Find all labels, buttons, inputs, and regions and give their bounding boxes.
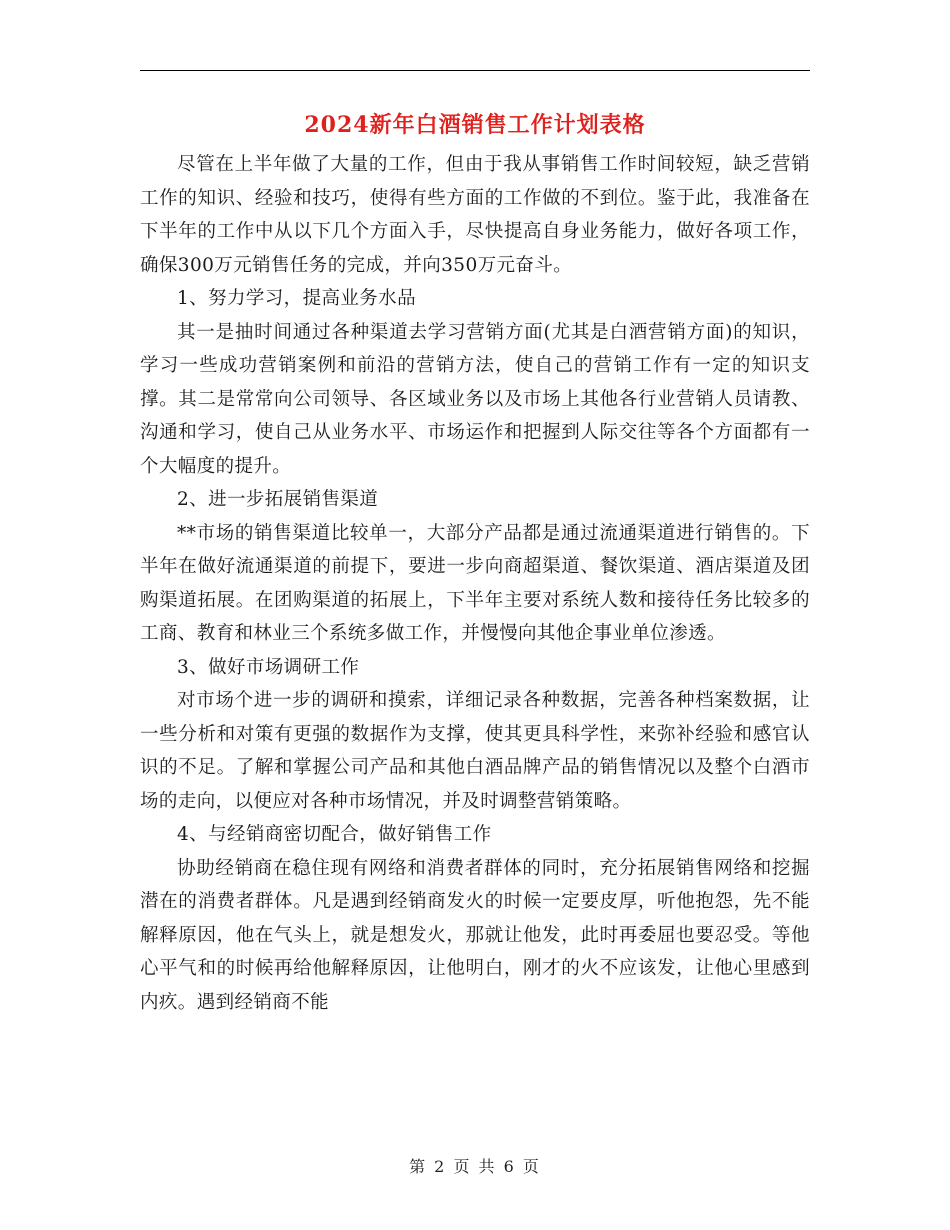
section-paragraph-4: 协助经销商在稳住现有网络和消费者群体的同时，充分拓展销售网络和挖掘潜在的消费者群体。凡是遇到经销商发火的时候一定要皮厚，听他抱怨，先不能解释原因，他在气头上，就是想发火，那就让他发，此时再委屈也要忍受。等他心平气和的时候再给他解释原因，让他明白，刚才的火不应该发，让他心里感到内疚。遇到经销商不能 — [140, 857, 810, 1013]
document-body — [140, 148, 810, 1019]
section-paragraph-2: **市场的销售渠道比较单一，大部分产品都是通过流通渠道进行销售的。下半年在做好流通渠道的前提下，要进一步向商超渠道、餐饮渠道、酒店渠道及团购渠道拓展。在团购渠道的拓展上，下半年主要对系统人数和接待任务比较多的工商、教育和林业三个系统多做工作，并慢慢向其他企事业单位渗透。 — [140, 522, 810, 644]
section-heading-1: 1、努力学习，提高业务水品 — [177, 288, 416, 309]
section-paragraph-3: 对市场个进一步的调研和摸索，详细记录各种数据，完善各种档案数据，让一些分析和对策有更强的数据作为支撑，使其更具科学性，来弥补经验和感官认识的不足。了解和掌握公司产品和其他白酒品牌产品的销售情况以及整个白酒市场的走向，以便应对各种市场情况，并及时调整营销策略。 — [140, 690, 810, 812]
section-paragraph-1: 其一是抽时间通过各种渠道去学习营销方面(尤其是白酒营销方面)的知识，学习一些成功营销案例和前沿的营销方法，使自己的营销工作有一定的知识支撑。其二是常常向公司领导、各区域业务以及市场上其他各行业营销人员请教、沟通和学习，使自己从业务水平、市场运作和把握到人际交往等各个方面都有一个大幅度的提升。 — [140, 321, 810, 477]
document-title: 2024新年白酒销售工作计划表格 — [304, 112, 646, 138]
page-number-footer: 第 2 页 共 6 页 — [409, 1157, 541, 1176]
section-heading-4: 4、与经销商密切配合，做好销售工作 — [177, 824, 492, 845]
section-heading-3: 3、做好市场调研工作 — [177, 656, 360, 678]
intro-paragraph: 尽管在上半年做了大量的工作，但由于我从事销售工作时间较短，缺乏营销工作的知识、经验和技巧，使得有些方面的工作做的不到位。鉴于此，我准备在下半年的工作中从以下几个方面入手，尽快提高自身业务能力，做好各项工作，确保300万元销售任务的完成，并向350万元奋斗。 — [140, 154, 810, 276]
section-heading-2: 2、进一步拓展销售渠道 — [177, 489, 379, 510]
header-rule — [140, 70, 810, 71]
